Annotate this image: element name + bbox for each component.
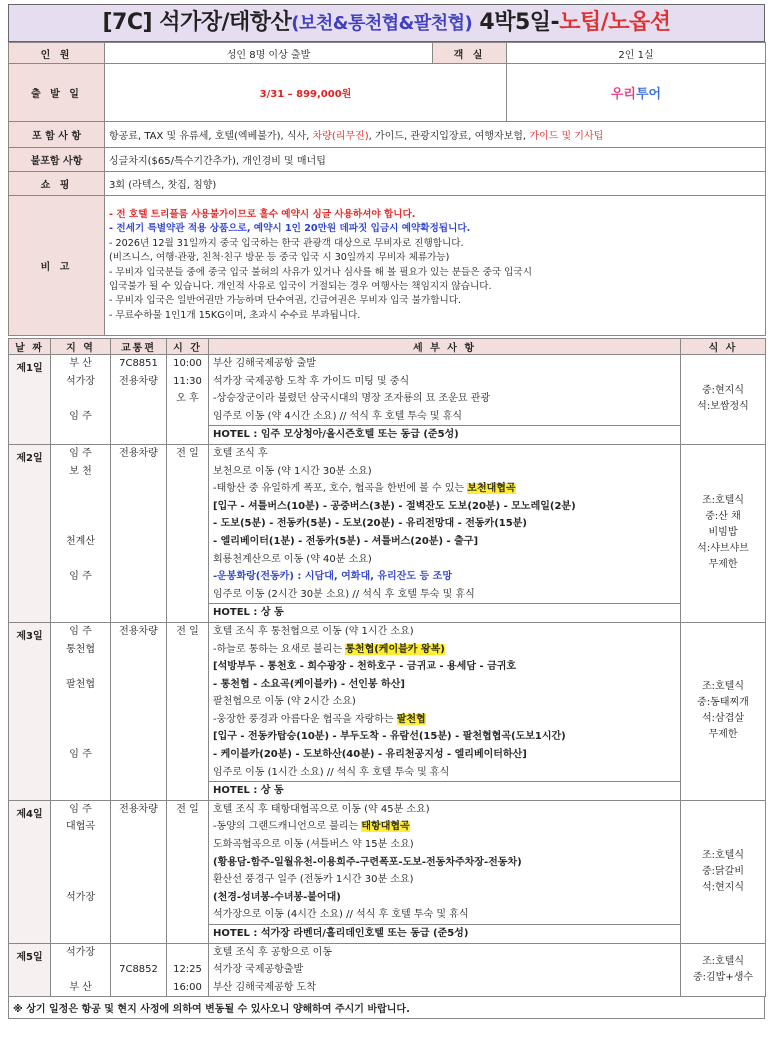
day-label: 제2일 — [9, 444, 51, 622]
day-row — [9, 355, 766, 445]
day-label: 제3일 — [9, 622, 51, 800]
schedule-table — [8, 338, 766, 997]
details-cell: 호텔 조식 후 보천으로 이동 (약 1시간 30분 소요) -태항산 중 유일하게 폭포, 호수, 협곡을 한번에 볼 수 있는 보천대협곡 [입구 - 셔틀버스(10분) - 공중버스(3분) - 절벽잔도 도보(20분) - 모노레일(2분) - 도보(5분) - 전동카(5분) - 도보(20분) - 유리전망대 - 전동카(15분) - 엘리베이터(1분) - 전동카(5분) - 셔틀버스(20분) - 출구] 회룡천계산으로 이동 (약 40분 소요) -운봉화랑(전동카) : 시담대, 여화대, 유리잔도 등 조망 임주로 이동 (2시간 30분 소요) // 석식 후 호텔 투숙 및 휴식 HOTEL : 상 동 — [209, 444, 681, 622]
remark-item: - 2026년 12월 31일까지 중국 입국하는 한국 관광객 대상으로 무비자로 진행합니다. — [109, 237, 464, 249]
hotel-line: HOTEL : 석가장 라벤더/홀리데인호텔 또는 동급 (준5성) — [209, 924, 680, 943]
highlight-mark: 통천협(케이블카 왕복) — [345, 643, 445, 655]
title-main: 석가장/태항산 — [159, 10, 292, 35]
people-label: 인 원 — [9, 43, 105, 64]
room-label: 객 실 — [433, 43, 507, 64]
meal-cell: 조:호텔식 중:산 채 비빔밥 석:샤브샤브 무제한 — [681, 444, 766, 622]
details-cell: 호텔 조식 후 태항대협곡으로 이동 (약 45분 소요) -동양의 그랜드캐니언으로 불리는 태항대협곡 도화곡협곡으로 이동 (셔틀버스 약 15분 소요) (황용담-함주-일월유천-이용희주-구련폭포-도보-전동차주차장-전동차) 환산선 풍경구 일주 (전동카 1시간 30분 소요) (천경-성녀봉-수녀봉-불어대) 석가장으로 이동 (4시간 소요) // 석식 후 호텔 투숙 및 휴식 HOTEL : 석가장 라벤더/홀리데인호텔 또는 동급 (준5성) — [209, 800, 681, 943]
included-label: 포 함 사 항 — [9, 122, 105, 148]
day-row — [9, 444, 766, 622]
day-label: 제5일 — [9, 943, 51, 997]
hotel-line: HOTEL : 상 동 — [209, 603, 680, 622]
meal-cell: 조:호텔식 중:동태찌개 석:삼겹살 무제한 — [681, 622, 766, 800]
day-label: 제4일 — [9, 800, 51, 943]
transport-cell: 전용차량 — [111, 800, 167, 943]
itinerary-page — [8, 4, 765, 1019]
region-cell: 부 산 석가장 임 주 — [51, 355, 111, 445]
excluded-value: 싱글차지($65/특수기간추가), 개인경비 및 매너팁 — [105, 148, 766, 172]
transport-cell: 7C8851 전용차량 — [111, 355, 167, 445]
details-cell: 호텔 조식 후 공항으로 이동 석가장 국제공항출발 부산 김해국제공항 도착 — [209, 943, 681, 997]
departure-label: 출 발 일 — [9, 64, 105, 122]
details-cell: 부산 김해국제공항 출발 석가장 국제공항 도착 후 가이드 미팅 및 중식 -상승장군이라 불렸던 삼국시대의 명장 조자룡의 묘 조운묘 관광 임주로 이동 (약 4시간 소요) // 석식 후 호텔 투숙 및 휴식 HOTEL : 임주 모상청아/올시즌호텔 또는 동급 (준5성) — [209, 355, 681, 445]
page-title — [8, 4, 765, 42]
shopping-value: 3회 (라텍스, 찻집, 침향) — [105, 172, 766, 196]
remark-item: - 무료수하물 1인1개 15KG이며, 초과시 수수료 부과됩니다. — [109, 309, 361, 321]
transport-cell: 7C8852 — [111, 943, 167, 997]
remarks-list — [105, 196, 766, 336]
day-row — [9, 622, 766, 800]
hotel-line: HOTEL : 상 동 — [209, 781, 680, 800]
remark-item: 입국불가 될 수 있습니다. 개인적 사유로 입국이 거절되는 경우 여행사는 책임지지 않습니다. — [109, 280, 492, 292]
details-cell: 호텔 조식 후 통천협으로 이동 (약 1시간 소요) -하늘로 통하는 요새로 불리는 통천협(케이블카 왕복) [석방부두 - 통천호 - 희수광장 - 천하호구 - 금귀교 - 용세담 - 금귀호 - 통천협 - 소요곡(케이블카) - 선인봉 하산] 팔천협으로 이동 (약 2시간 소요) -웅장한 풍경과 아름다운 협곡을 자랑하는 팔천협 [입구 - 전동카탑승(10분) - 부두도착 - 유람선(15분) - 팔천협협곡(도보1시간) - 케이블카(20분) - 도보하산(40분) - 유리천공지성 - 엘리베이터하산] 임주로 이동 (1시간 소요) // 석식 후 호텔 투숙 및 휴식 HOTEL : 상 동 — [209, 622, 681, 800]
day-label: 제1일 — [9, 355, 51, 445]
tour-logo — [507, 64, 766, 122]
shopping-label: 쇼 핑 — [9, 172, 105, 196]
title-sub: (보천&통천협&팔천협) — [291, 13, 473, 34]
time-cell: 전 일 — [167, 444, 209, 622]
remarks-label: 비 고 — [9, 196, 105, 336]
region-cell: 임 주 보 천 천계산 임 주 — [51, 444, 111, 622]
remark-item: (비즈니스, 여행·관광, 친척·친구 방문 등 중국 입국 시 30일까지 무비자 체류가능) — [109, 252, 450, 264]
highlight-mark: 태항대협곡 — [361, 821, 410, 833]
room-value: 2인 1실 — [507, 43, 766, 64]
transport-cell: 전용차량 — [111, 444, 167, 622]
day-row — [9, 943, 766, 997]
remark-item: - 전세기 특별약관 적용 상품으로, 예약시 1인 20만원 데파짓 입금시 예약확정됩니다. — [109, 223, 471, 235]
time-cell: 전 일 — [167, 800, 209, 943]
col-date: 날 짜 — [9, 339, 51, 355]
logo-icon: 우리투어 — [610, 87, 662, 102]
region-cell: 임 주 통천협 팔천협 임 주 — [51, 622, 111, 800]
col-details: 세 부 사 항 — [209, 339, 681, 355]
col-time: 시 간 — [167, 339, 209, 355]
highlight-mark: 팔천협 — [396, 713, 426, 725]
meal-cell: 조:호텔식 중:닭갈비 석:현지식 — [681, 800, 766, 943]
col-transport: 교통편 — [111, 339, 167, 355]
col-meals: 식 사 — [681, 339, 766, 355]
col-region: 지 역 — [51, 339, 111, 355]
people-value: 성인 8명 이상 출발 — [105, 43, 433, 64]
remark-item: - 무비자 입국분들 중에 중국 입국 불허의 사유가 있거나 심사를 해 볼 필요가 있는 분들은 중국 입국시 — [109, 266, 532, 278]
region-cell: 석가장 부 산 — [51, 943, 111, 997]
product-code: [7C] — [102, 10, 153, 35]
excluded-label: 불포함 사항 — [9, 148, 105, 172]
day-row — [9, 800, 766, 943]
remark-item: - 무비자 입국은 일반여권만 가능하며 단수여권, 긴급여권은 무비자 입국 불가합니다. — [109, 295, 462, 307]
time-cell: 12:25 16:00 — [167, 943, 209, 997]
footer-note: ※ 상기 일정은 항공 및 현지 사정에 의하여 변동될 수 있사오니 양해하여 주시기 바랍니다. — [8, 997, 765, 1019]
info-table — [8, 42, 766, 336]
remark-item: - 전 호텔 트리플룸 사용불가이므로 홀수 예약시 싱글 사용하셔야 합니다. — [109, 208, 416, 220]
included-value: 항공료, TAX 및 유류세, 호텔(엑베불가), 식사, 차량(리무진), 가이드, 관광지입장료, 여행자보험, 가이드 및 기사팁 — [105, 122, 766, 148]
time-cell: 전 일 — [167, 622, 209, 800]
meal-cell: 조:호텔식 중:김밥+생수 — [681, 943, 766, 997]
title-length: 4박5일- — [479, 10, 560, 35]
title-option: 노팁/노옵션 — [559, 10, 671, 35]
departure-price: 3/31 – 899,000원 — [105, 64, 507, 122]
meal-cell: 중:현지식 석:보쌈정식 — [681, 355, 766, 445]
region-cell: 임 주 대협곡 석가장 — [51, 800, 111, 943]
highlight-mark: 보천대협곡 — [467, 483, 516, 495]
time-cell: 10:00 11:30 오 후 — [167, 355, 209, 445]
hotel-line: HOTEL : 임주 모상청아/올시즌호텔 또는 동급 (준5성) — [209, 425, 680, 444]
transport-cell: 전용차량 — [111, 622, 167, 800]
